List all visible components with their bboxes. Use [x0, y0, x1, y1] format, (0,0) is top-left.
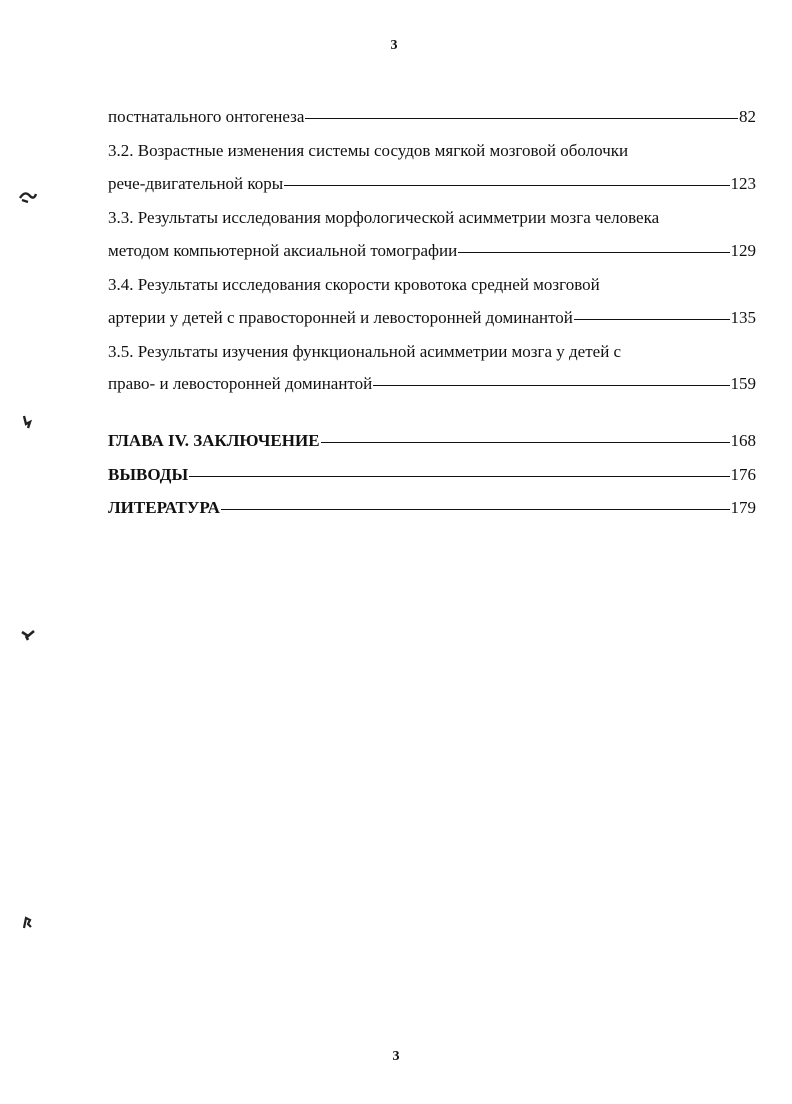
- toc-entry: [108, 105, 756, 129]
- toc-entry: [108, 273, 756, 297]
- toc-entry-text: постнатального онтогенеза: [108, 107, 305, 126]
- toc-leader: [458, 252, 729, 253]
- toc-leader: [305, 118, 738, 119]
- toc-chapter: [108, 463, 756, 487]
- toc-leader: [284, 185, 729, 186]
- toc-entry-page: 176: [730, 465, 756, 484]
- toc-entry: [108, 340, 756, 364]
- toc-chapter: [108, 496, 756, 520]
- toc-entry-page: 168: [730, 431, 756, 450]
- toc-entry-text: право- и левосторонней доминантой: [108, 374, 373, 393]
- toc-entry-text: ЛИТЕРАТУРА: [108, 498, 220, 517]
- page-number-top: 3: [390, 38, 398, 53]
- toc-leader: [574, 319, 730, 320]
- toc-entry-page: 129: [730, 241, 756, 260]
- toc-entry: [108, 372, 756, 396]
- toc-entry-text: рече-двигательной коры: [108, 174, 284, 193]
- toc-entry-page: 82: [739, 107, 756, 126]
- toc-chapter: [108, 429, 756, 453]
- binding-hole-mark: [20, 628, 36, 642]
- toc-leader: [373, 385, 729, 386]
- toc-entry-page: 135: [730, 308, 756, 327]
- toc-entry: [108, 172, 756, 196]
- toc-entry-text: методом компьютерной аксиальной томографии: [108, 241, 458, 260]
- toc-entry-text: ГЛАВА IV. ЗАКЛЮЧЕНИЕ: [108, 431, 320, 450]
- page-number-bottom: 3: [392, 1049, 400, 1064]
- toc-leader: [321, 442, 730, 443]
- binding-hole-mark: [20, 414, 34, 430]
- toc-entry-text: 3.5. Результаты изучения функциональной асимметрии мозга у детей с: [108, 342, 622, 361]
- toc-entry-text: 3.3. Результаты исследования морфологической асимметрии мозга человека: [108, 208, 660, 227]
- toc-leader: [189, 476, 729, 477]
- toc-entry-text: 3.4. Результаты исследования скорости кровотока средней мозговой: [108, 275, 600, 294]
- toc-entry: [108, 306, 756, 330]
- toc-entry-page: 179: [730, 498, 756, 517]
- toc-entry: [108, 206, 756, 230]
- toc-leader: [221, 509, 730, 510]
- toc-entry: [108, 239, 756, 263]
- binding-hole-mark: [20, 914, 34, 930]
- toc-entry: [108, 139, 756, 163]
- toc-entry-text: 3.2. Возрастные изменения системы сосудов мягкой мозговой оболочки: [108, 141, 629, 160]
- binding-hole-mark: [16, 188, 38, 206]
- toc-entry-page: 123: [730, 174, 756, 193]
- toc-entry-page: 159: [730, 374, 756, 393]
- toc-entry-text: ВЫВОДЫ: [108, 465, 189, 484]
- toc-entry-text: артерии у детей с правосторонней и левосторонней доминантой: [108, 308, 573, 327]
